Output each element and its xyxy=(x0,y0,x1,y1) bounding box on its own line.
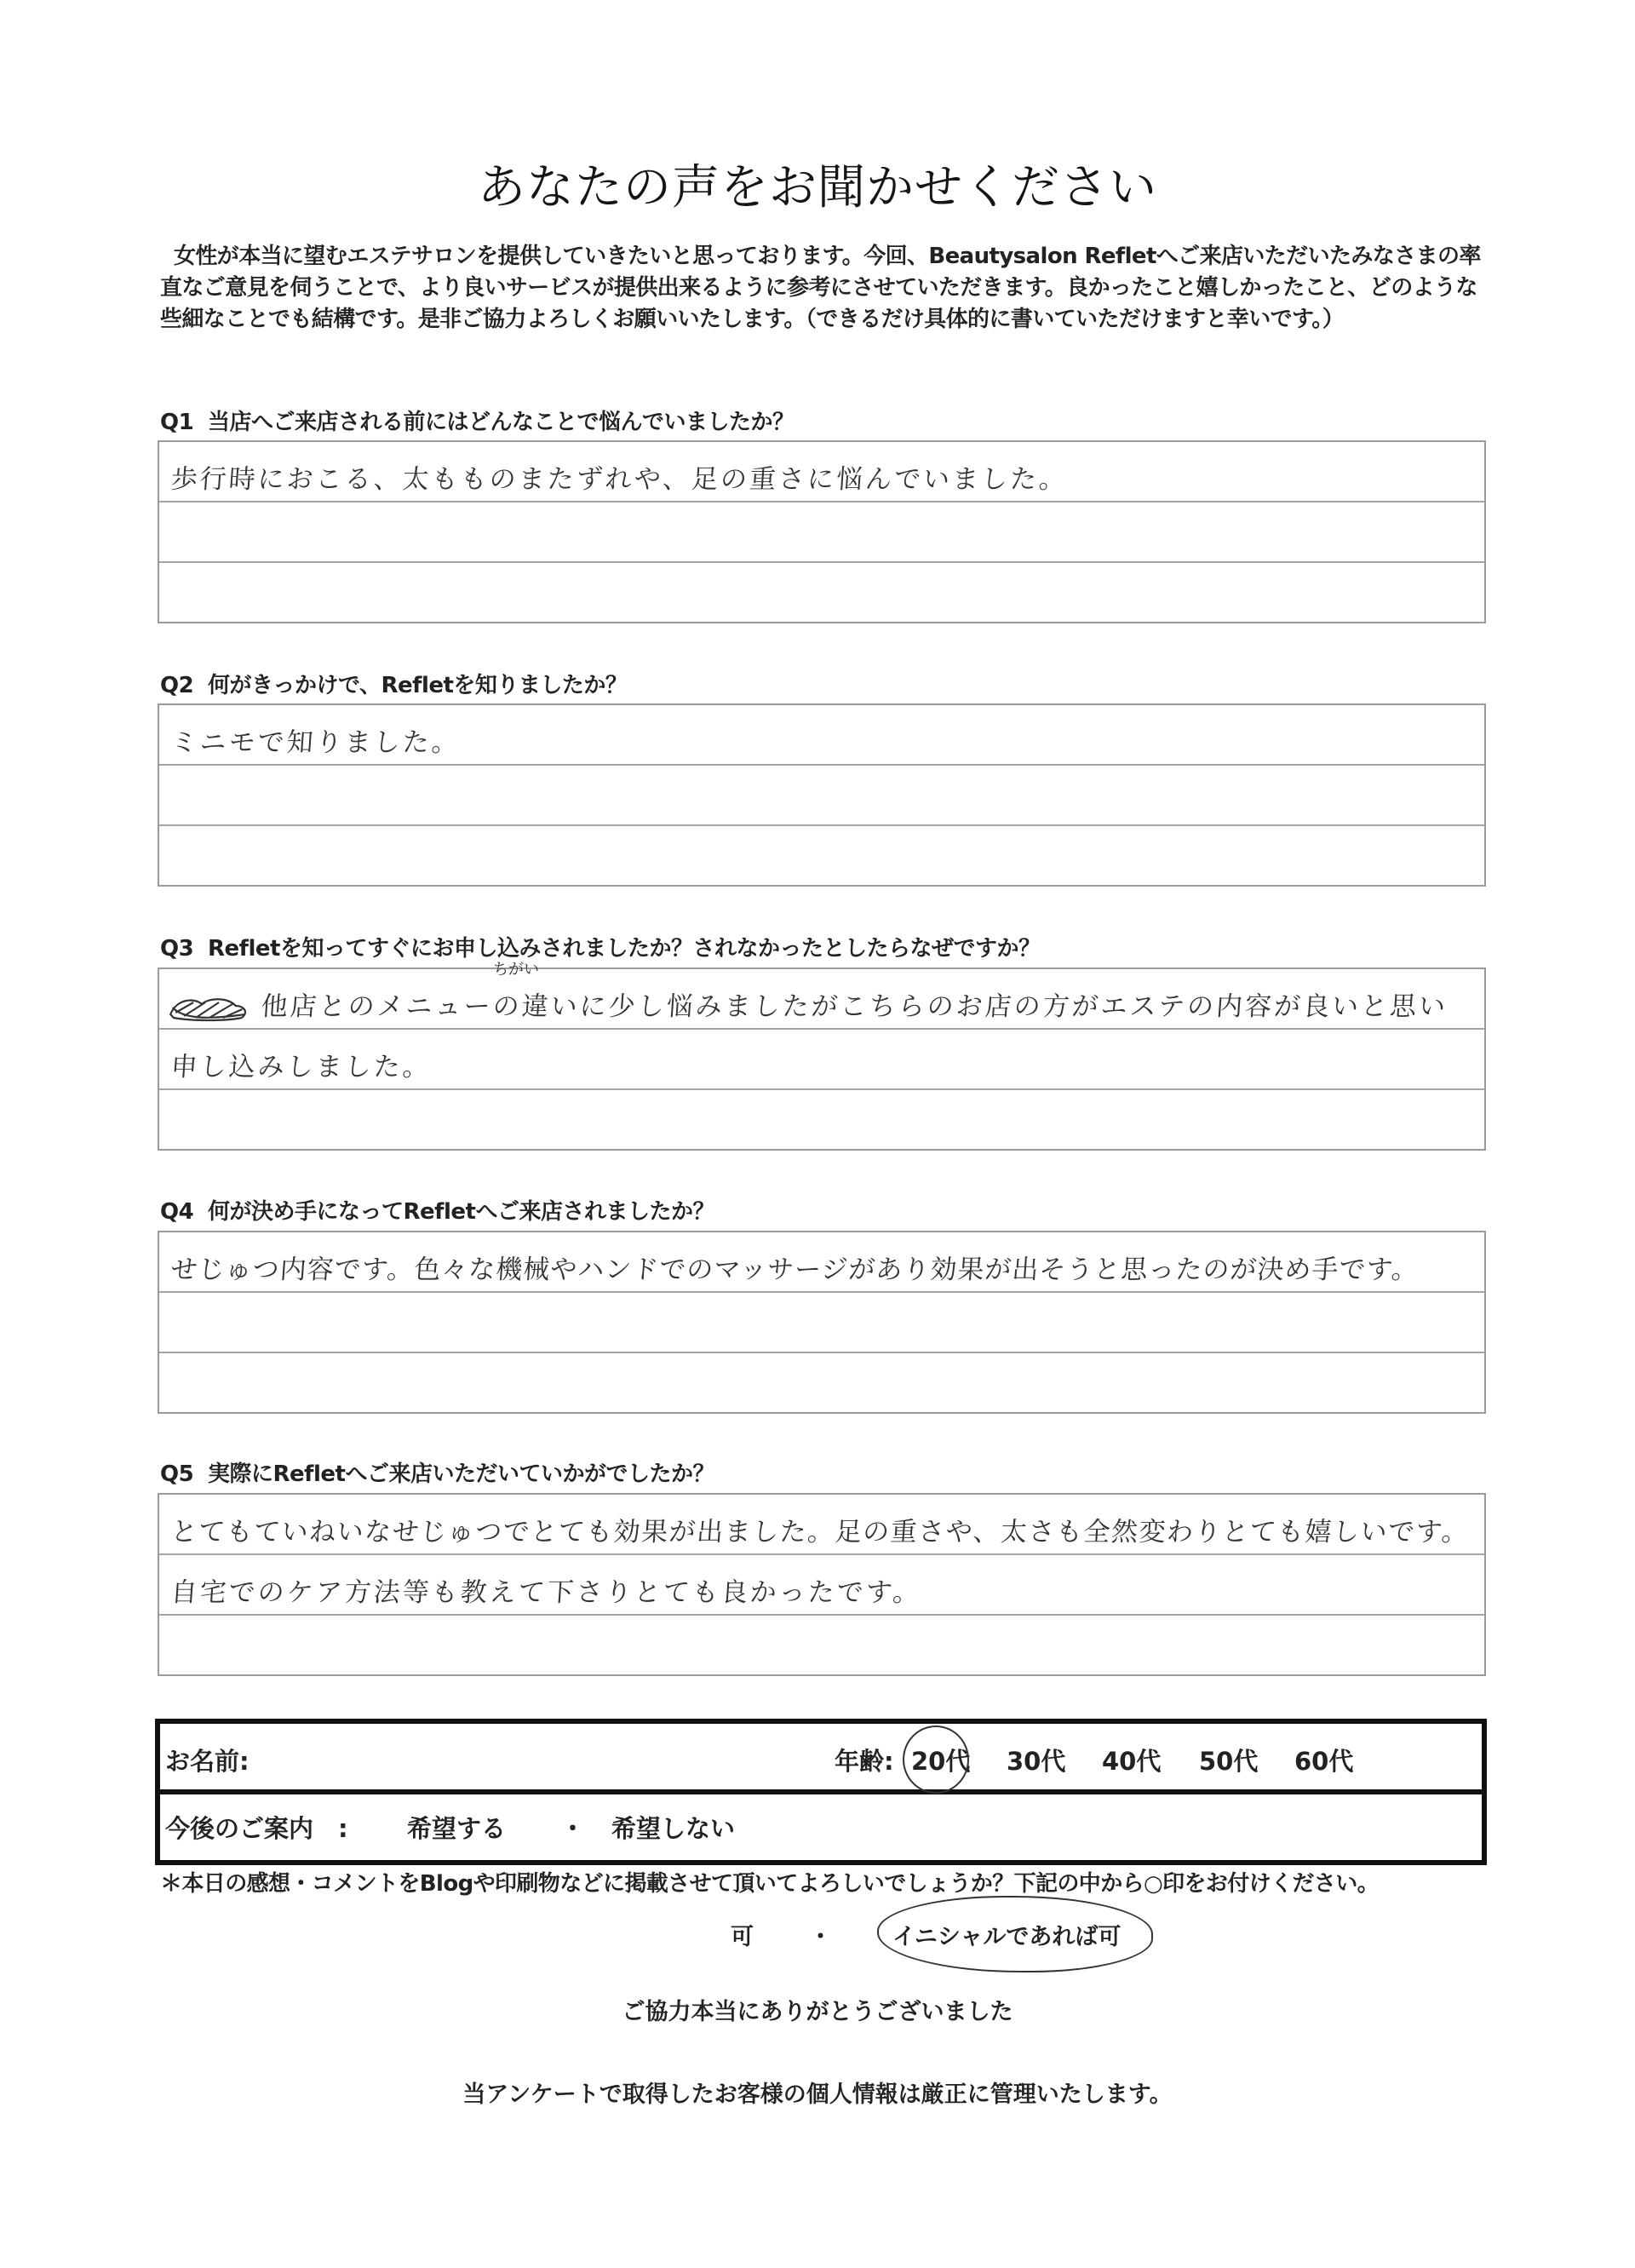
age-label: 年齢: xyxy=(835,1747,894,1776)
answer-line[interactable] xyxy=(159,442,1484,502)
answer-line[interactable] xyxy=(159,1555,1484,1616)
age-option-50s[interactable]: 50代 xyxy=(1199,1747,1259,1776)
answer-box-q2[interactable] xyxy=(158,703,1486,887)
handwritten-answer: せじゅつ内容です。色々な機械やハンドでのマッサージがあり効果が出そうと思ったのが決め手です。 xyxy=(169,1255,1420,1285)
guidance-option-decline[interactable]: 希望しない xyxy=(611,1814,736,1843)
selected-circle-mark xyxy=(903,1725,969,1794)
answer-box-q1[interactable] xyxy=(158,440,1486,623)
age-option-20s[interactable]: 20代 xyxy=(911,1747,971,1776)
question-label-q3 xyxy=(160,931,1040,962)
question-text: 当店へご来店される前にはどんなことで悩んでいましたか？ xyxy=(208,410,795,435)
guidance-separator: ・ xyxy=(560,1814,586,1843)
answer-line[interactable] xyxy=(159,1353,1484,1414)
answer-box-q3[interactable] xyxy=(158,961,1486,1151)
question-text: Refletを知ってすぐにお申し込みされましたか？されなかったとしたらなぜですか？ xyxy=(208,936,1041,962)
answer-line[interactable] xyxy=(159,1030,1484,1090)
scribble-out-icon xyxy=(166,994,251,1023)
answer-line[interactable] xyxy=(159,705,1484,766)
question-text: 何がきっかけで、Refletを知りましたか？ xyxy=(208,673,628,698)
customer-info-box xyxy=(155,1719,1487,1865)
thanks-message: ご協力本当にありがとうございました xyxy=(622,1999,1013,2025)
answer-line[interactable] xyxy=(159,1232,1484,1293)
question-label-q1 xyxy=(160,405,795,436)
intro-text: 女性が本当に望むエステサロンを提供していきたいと思っております。今回、Beautysalon Refletへご来店いただいたみなさまの率直なご意見を伺うことで、より良いサービスが提供出来るように参考にさせていただきます。良かったこと嬉しかったこと、どのような些細なことでも結構です。是非ご協力よろしくお願いいたします。（できるだけ具体的に書いていただけますと幸いです。） xyxy=(160,244,1481,332)
answer-line[interactable] xyxy=(159,502,1484,563)
answer-box-q5[interactable] xyxy=(158,1493,1486,1676)
handwritten-answer: 他店とのメニューの違いに少し悩みましたがこちらのお店の方がエステの内容が良いと思い xyxy=(166,985,1449,1023)
furigana-annotation: ちがい xyxy=(493,961,539,979)
guidance-row xyxy=(160,1794,1482,1860)
answer-line[interactable] xyxy=(159,766,1484,826)
publish-option-initial[interactable]: イニシャルであれば可 xyxy=(892,1924,1122,1950)
answer-line[interactable] xyxy=(159,1293,1484,1353)
guidance-option-want[interactable]: 希望する xyxy=(407,1814,507,1843)
question-label-q5 xyxy=(160,1456,714,1488)
guidance-label: 今後のご案内 : xyxy=(165,1814,348,1843)
answer-line[interactable] xyxy=(159,1616,1484,1676)
age-option-40s[interactable]: 40代 xyxy=(1102,1747,1162,1776)
age-option-60s[interactable]: 60代 xyxy=(1294,1747,1354,1776)
selected-circle-mark xyxy=(877,1896,1153,1972)
handwritten-answer: ミニモで知りました。 xyxy=(169,727,462,758)
answer-line[interactable] xyxy=(159,826,1484,887)
age-option-30s[interactable]: 30代 xyxy=(1007,1747,1066,1776)
question-label-q2 xyxy=(160,668,627,699)
question-number: Q2 xyxy=(160,673,194,698)
name-label: お名前: xyxy=(165,1747,250,1776)
publish-option-ok[interactable]: 可 xyxy=(731,1924,754,1950)
answer-line[interactable] xyxy=(159,1495,1484,1555)
privacy-notice: 当アンケートで取得したお客様の個人情報は厳正に管理いたします。 xyxy=(462,2081,1173,2108)
publish-consent-note: ＊本日の感想・コメントをBlogや印刷物などに掲載させて頂いてよろしいでしょうか？下記の中から○印をお付けください。 xyxy=(160,1871,1380,1897)
page-title: あなたの声をお聞かせください xyxy=(478,160,1157,215)
name-age-row xyxy=(160,1724,1482,1794)
question-number: Q5 xyxy=(160,1461,194,1487)
intro-paragraph xyxy=(160,241,1489,336)
name-field[interactable] xyxy=(271,1736,782,1778)
answer-line[interactable] xyxy=(159,563,1484,623)
publish-separator: ・ xyxy=(809,1924,832,1950)
handwritten-answer: とてもていねいなせじゅつでとても効果が出ました。足の重さや、太さも全然変わりとても嬉しいです。 xyxy=(169,1517,1471,1547)
question-text: 何が決め手になってRefletへご来店されましたか？ xyxy=(208,1199,714,1225)
answer-line[interactable] xyxy=(159,961,1484,1030)
question-number: Q1 xyxy=(160,410,194,435)
question-text: 実際にRefletへご来店いただいていかがでしたか？ xyxy=(208,1461,714,1487)
handwritten-answer: 申し込みしました。 xyxy=(169,1052,433,1082)
question-number: Q3 xyxy=(160,936,194,962)
handwritten-answer: 歩行時におこる、太もものまたずれや、足の重さに悩んでいました。 xyxy=(169,464,1070,495)
handwritten-answer: 自宅でのケア方法等も教えて下さりとても良かったです。 xyxy=(169,1577,923,1608)
answer-line[interactable] xyxy=(159,1090,1484,1151)
question-number: Q4 xyxy=(160,1199,194,1225)
answer-box-q4[interactable] xyxy=(158,1231,1486,1414)
question-label-q4 xyxy=(160,1194,714,1226)
